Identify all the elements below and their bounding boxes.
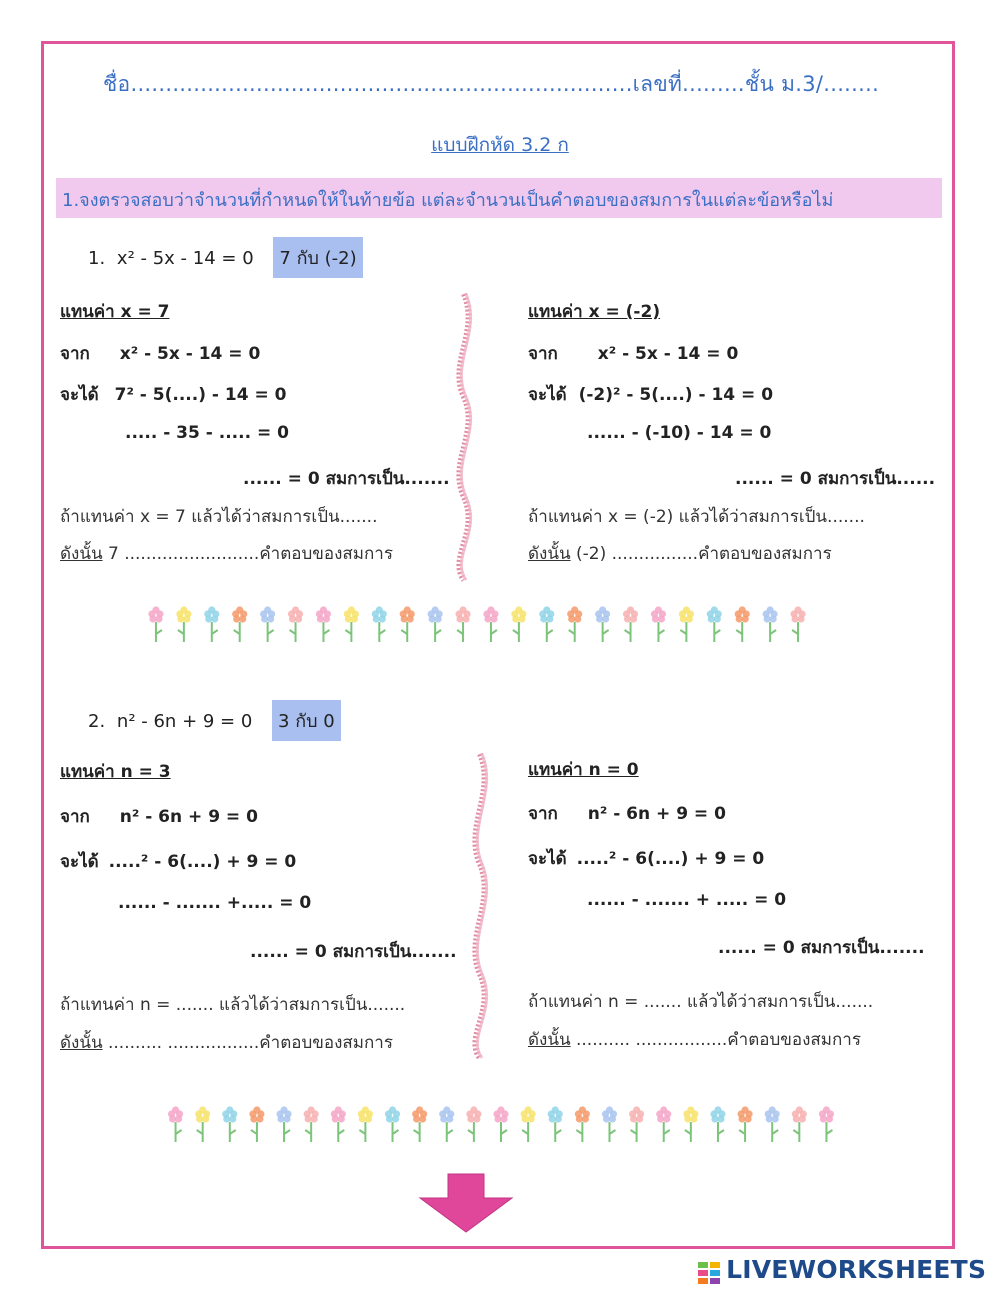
conclusion-text[interactable]: .......... .................คำตอบของสมการ — [102, 1033, 393, 1053]
flower-icon — [567, 606, 582, 642]
flower-icon — [400, 606, 415, 642]
right-conclusion-1[interactable]: ถ้าแทนค่า x = (-2) แล้วได้ว่าสมการเป็น....... — [528, 507, 865, 527]
line-label: จาก — [60, 807, 90, 827]
line-expression: x² - 5x - 14 = 0 — [119, 344, 261, 364]
flower-icon — [602, 1106, 617, 1142]
liveworksheets-logo-icon — [697, 1261, 721, 1287]
right-line-4[interactable]: ...... = 0 สมการเป็น...... — [735, 469, 936, 489]
line-expression: n² - 6n + 9 = 0 — [587, 804, 726, 824]
flower-icon — [679, 606, 694, 642]
line-expression[interactable]: (-2)² - 5(....) - 14 = 0 — [578, 385, 774, 405]
line-expression: n² - 6n + 9 = 0 — [119, 807, 258, 827]
line-expression[interactable]: 7² - 5(....) - 14 = 0 — [114, 385, 287, 405]
wavy-divider-icon — [446, 292, 486, 582]
line-expression: x² - 5x - 14 = 0 — [597, 344, 739, 364]
problem-1-statement — [88, 237, 363, 278]
left-line-4[interactable]: ...... = 0 สมการเป็น....... — [243, 469, 450, 489]
line-label: จาก — [528, 804, 558, 824]
flower-icon — [763, 606, 778, 642]
flower-icon — [623, 606, 638, 642]
flower-icon — [176, 606, 191, 642]
flower-icon — [651, 606, 666, 642]
flower-icon — [483, 606, 498, 642]
problem-2-statement — [88, 700, 341, 741]
flower-icon — [358, 1106, 373, 1142]
flower-icon — [521, 1106, 536, 1142]
problem-number: 1. — [88, 248, 106, 269]
right-line-3[interactable]: ...... - (-10) - 14 = 0 — [587, 423, 772, 443]
flower-icon — [735, 606, 750, 642]
left-line-2 — [60, 848, 296, 875]
conclusion-text[interactable]: 7 .........................คำตอบของสมการ — [102, 544, 393, 564]
left-line-2 — [60, 381, 286, 408]
flower-icon — [765, 1106, 780, 1142]
flower-icon — [316, 606, 331, 642]
problem-number: 2. — [88, 711, 106, 732]
line-label: จะได้ — [528, 849, 567, 869]
flower-icon — [372, 606, 387, 642]
left-substitution-heading: แทนค่า x = 7 — [60, 302, 170, 322]
right-line-2 — [528, 845, 764, 872]
flower-icon — [737, 1106, 752, 1142]
right-line-1 — [528, 340, 738, 367]
flower-icon — [710, 1106, 725, 1142]
right-substitution-heading: แทนค่า x = (-2) — [528, 302, 661, 322]
flower-icon — [707, 606, 722, 642]
line-label: จาก — [60, 344, 90, 364]
right-line-2 — [528, 381, 773, 408]
left-line-1 — [60, 340, 260, 367]
problem-equation: n² - 6n + 9 = 0 — [116, 711, 253, 732]
flower-icon — [412, 1106, 427, 1142]
flower-icon — [276, 1106, 291, 1142]
therefore-label: ดังนั้น — [528, 544, 571, 564]
right-conclusion-2[interactable] — [528, 1026, 861, 1053]
left-conclusion-1[interactable]: ถ้าแทนค่า n = ....... แล้วได้ว่าสมการเป็น....... — [60, 995, 406, 1015]
flower-icon — [168, 1106, 183, 1142]
liveworksheets-brand — [697, 1255, 986, 1285]
flower-icon — [790, 606, 805, 642]
flower-icon — [629, 1106, 644, 1142]
flower-icon — [819, 1106, 834, 1142]
line-expression[interactable]: .....² - 6(....) + 9 = 0 — [108, 852, 297, 872]
therefore-label: ดังนั้น — [60, 544, 103, 564]
left-substitution-heading: แทนค่า n = 3 — [60, 762, 171, 782]
flower-icon — [204, 606, 219, 642]
flower-icon — [539, 606, 554, 642]
problem-equation: x² - 5x - 14 = 0 — [116, 248, 254, 269]
flower-icon — [455, 606, 470, 642]
left-conclusion-2[interactable] — [60, 1029, 393, 1056]
flower-icon — [344, 606, 359, 642]
flower-icon — [493, 1106, 508, 1142]
brand-name: LIVEWORKSHEETS — [726, 1255, 987, 1284]
left-line-3[interactable]: ..... - 35 - ..... = 0 — [125, 423, 289, 443]
exercise-title: แบบฝึกหัด 3.2 ก — [431, 134, 569, 156]
conclusion-text[interactable]: .......... .................คำตอบของสมการ — [570, 1030, 861, 1050]
flower-icon — [575, 1106, 590, 1142]
flower-icon — [288, 606, 303, 642]
flower-icon — [222, 1106, 237, 1142]
right-line-3[interactable]: ...... - ....... + ..... = 0 — [587, 890, 787, 910]
flower-icon — [466, 1106, 481, 1142]
flower-icon — [548, 1106, 563, 1142]
line-label: จาก — [528, 344, 558, 364]
flower-icon — [595, 606, 610, 642]
flower-border-icon — [162, 1106, 840, 1146]
name-number-class-line: ชื่อ........................................................................เลขที่.........ชั้น ม.3/........ — [103, 72, 880, 96]
line-label: จะได้ — [528, 385, 567, 405]
right-conclusion-1[interactable]: ถ้าแทนค่า n = ....... แล้วได้ว่าสมการเป็น....... — [528, 992, 874, 1012]
flower-icon — [656, 1106, 671, 1142]
right-line-1 — [528, 800, 726, 827]
candidate-values-chip: 3 กับ 0 — [272, 700, 341, 741]
flower-icon — [428, 606, 443, 642]
flower-icon — [304, 1106, 319, 1142]
flower-icon — [683, 1106, 698, 1142]
right-substitution-heading: แทนค่า n = 0 — [528, 760, 639, 780]
instruction-banner — [56, 178, 942, 218]
line-expression[interactable]: .....² - 6(....) + 9 = 0 — [576, 849, 765, 869]
conclusion-text[interactable]: (-2) ................คำตอบของสมการ — [570, 544, 832, 564]
instruction-text: 1.จงตรวจสอบว่าจำนวนที่กำหนดให้ในท้ายข้อ แต่ละจำนวนเป็นคำตอบของสมการในแต่ละข้อหรือไม่ — [62, 190, 834, 211]
flower-icon — [792, 1106, 807, 1142]
flower-icon — [439, 1106, 454, 1142]
left-line-3[interactable]: ...... - ....... +..... = 0 — [118, 893, 312, 913]
candidate-values-chip: 7 กับ (-2) — [273, 237, 362, 278]
left-conclusion-2[interactable] — [60, 540, 393, 567]
flower-icon — [249, 1106, 264, 1142]
left-line-4[interactable]: ...... = 0 สมการเป็น....... — [250, 942, 457, 962]
flower-icon — [331, 1106, 346, 1142]
right-conclusion-2[interactable] — [528, 540, 832, 567]
flower-icon — [232, 606, 247, 642]
left-conclusion-1[interactable]: ถ้าแทนค่า x = 7 แล้วได้ว่าสมการเป็น....... — [60, 507, 378, 527]
therefore-label: ดังนั้น — [60, 1033, 103, 1053]
therefore-label: ดังนั้น — [528, 1030, 571, 1050]
line-label: จะได้ — [60, 852, 99, 872]
down-arrow-icon[interactable] — [418, 1172, 514, 1234]
left-line-1 — [60, 803, 258, 830]
flower-icon — [385, 1106, 400, 1142]
wavy-divider-icon — [462, 752, 502, 1062]
flower-icon — [260, 606, 275, 642]
right-line-4[interactable]: ...... = 0 สมการเป็น....... — [718, 938, 925, 958]
flower-border-icon — [142, 606, 812, 646]
line-label: จะได้ — [60, 385, 99, 405]
flower-icon — [148, 606, 163, 642]
flower-icon — [195, 1106, 210, 1142]
flower-icon — [511, 606, 526, 642]
